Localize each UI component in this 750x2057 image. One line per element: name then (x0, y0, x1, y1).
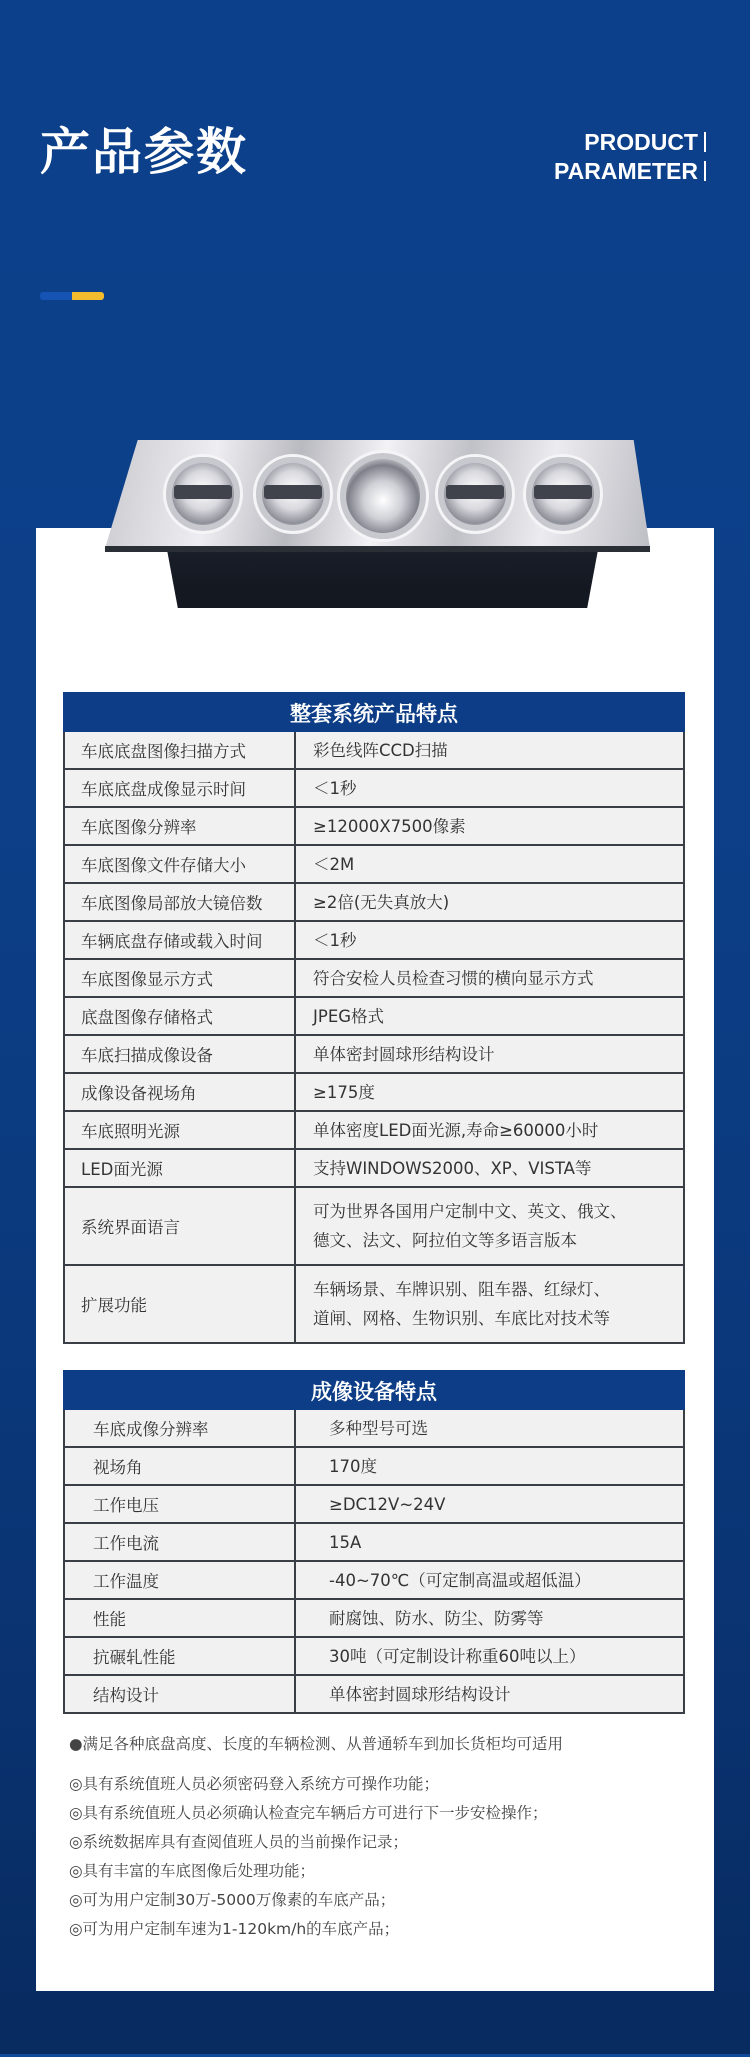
spec-value (296, 1188, 683, 1264)
spec-key: 成像设备视场角 (65, 1074, 296, 1110)
table-header: 成像设备特点 (63, 1370, 685, 1410)
device-features-table (63, 1370, 685, 1714)
spec-value: 彩色线阵CCD扫描 (313, 740, 448, 760)
table-row (63, 1266, 685, 1344)
spec-value: ≥12000X7500像素 (313, 816, 466, 836)
spec-value-line: 可为世界各国用户定制中文、英文、俄文、 (313, 1202, 627, 1221)
title-en-line1: PRODUCT (584, 129, 698, 155)
note-item: ◎具有系统值班人员必须密码登入系统方可操作功能； (69, 1775, 440, 1793)
table-row (63, 1188, 685, 1266)
table-row (63, 1448, 685, 1486)
table-row (63, 1074, 685, 1112)
page-title-english (554, 128, 706, 186)
spec-value: -40~70℃（可定制高温或超低温） (329, 1570, 591, 1590)
spec-key: 性能 (65, 1600, 296, 1636)
spec-key: 车底底盘图像扫描方式 (65, 732, 296, 768)
table-row (63, 1638, 685, 1676)
spec-value: 单体密封圆球形结构设计 (329, 1684, 511, 1704)
camera-lens-icon (523, 454, 603, 534)
note-lead: ●满足各种底盘高度、长度的车辆检测、从普通轿车到加长货柜均可适用 (69, 1735, 564, 1753)
spec-value: 耐腐蚀、防水、防尘、防雾等 (329, 1608, 544, 1628)
table-row (63, 846, 685, 884)
spec-value-line: 德文、法文、阿拉伯文等多语言版本 (313, 1231, 577, 1250)
camera-lens-icon (435, 454, 515, 534)
note-item: ◎可为用户定制车速为1-120km/h的车底产品； (69, 1920, 400, 1938)
title-en-line2: PARAMETER (554, 158, 698, 184)
spec-key: 车底图像文件存储大小 (65, 846, 296, 882)
spec-key: 工作电流 (65, 1524, 296, 1560)
table-row (63, 808, 685, 846)
spec-key: 工作温度 (65, 1562, 296, 1598)
note-item: ◎系统数据库具有查阅值班人员的当前操作记录； (69, 1833, 409, 1851)
table-row (63, 1150, 685, 1188)
product-plate-edge (105, 546, 650, 552)
spec-key: 车底图像显示方式 (65, 960, 296, 996)
spec-key: 抗碾轧性能 (65, 1638, 296, 1674)
table-row (63, 1410, 685, 1448)
spec-key: 工作电压 (65, 1486, 296, 1522)
spec-value: 单体密封圆球形结构设计 (313, 1044, 495, 1064)
spec-value: 支持WINDOWS2000、XP、VISTA等 (313, 1158, 592, 1178)
spec-key: 车辆底盘存储或载入时间 (65, 922, 296, 958)
product-image (105, 440, 650, 608)
light-dome-icon (337, 450, 429, 542)
note-item: ◎具有丰富的车底图像后处理功能； (69, 1862, 316, 1880)
spec-key: LED面光源 (65, 1150, 296, 1186)
spec-key: 车底图像局部放大镜倍数 (65, 884, 296, 920)
spec-value: 15A (329, 1532, 362, 1552)
feature-notes (69, 1732, 563, 1944)
camera-lens-icon (163, 454, 243, 534)
spec-value: 符合安检人员检查习惯的横向显示方式 (313, 968, 594, 988)
spec-key: 车底扫描成像设备 (65, 1036, 296, 1072)
spec-value-line: 道闸、网格、生物识别、车底比对技术等 (313, 1309, 610, 1328)
note-item: ◎具有系统值班人员必须确认检查完车辆后方可进行下一步安检操作； (69, 1804, 548, 1822)
table-row (63, 960, 685, 998)
table-row (63, 732, 685, 770)
spec-value: 单体密度LED面光源,寿命≥60000小时 (313, 1120, 599, 1140)
accent-bar-blue (40, 292, 72, 300)
table-row (63, 1486, 685, 1524)
spec-key: 系统界面语言 (65, 1188, 296, 1264)
table-row (63, 1676, 685, 1714)
spec-key: 车底图像分辨率 (65, 808, 296, 844)
camera-lens-icon (253, 454, 333, 534)
spec-key: 结构设计 (65, 1676, 296, 1712)
table-row (63, 1600, 685, 1638)
spec-key: 扩展功能 (65, 1266, 296, 1342)
spec-value: ≥2倍(无失真放大) (313, 892, 450, 912)
system-features-table (63, 692, 685, 1344)
spec-key: 视场角 (65, 1448, 296, 1484)
table-row (63, 884, 685, 922)
table-row (63, 922, 685, 960)
spec-value (296, 1266, 683, 1342)
spec-key: 底盘图像存储格式 (65, 998, 296, 1034)
accent-bar-yellow (72, 292, 104, 300)
table-row (63, 998, 685, 1036)
page-title: 产品参数 (40, 123, 248, 181)
spec-value: 170度 (329, 1456, 377, 1476)
spec-value: JPEG格式 (313, 1006, 385, 1026)
spec-value-line: 车辆场景、车牌识别、阻车器、红绿灯、 (313, 1280, 610, 1299)
spec-key: 车底成像分辨率 (65, 1410, 296, 1446)
table-row (63, 1036, 685, 1074)
spec-key: 车底底盘成像显示时间 (65, 770, 296, 806)
table-row (63, 1562, 685, 1600)
spec-value: ＜1秒 (313, 930, 357, 950)
divider-bar (704, 161, 706, 181)
table-row (63, 1112, 685, 1150)
spec-value: ＜1秒 (313, 778, 357, 798)
spec-value: ≥175度 (313, 1082, 375, 1102)
table-row (63, 1524, 685, 1562)
spec-value: ≥DC12V~24V (329, 1494, 446, 1514)
spec-value: 多种型号可选 (329, 1418, 428, 1438)
divider-bar (704, 132, 706, 152)
table-header: 整套系统产品特点 (63, 692, 685, 732)
table-row (63, 770, 685, 808)
spec-value: ＜2M (313, 854, 355, 874)
spec-value: 30吨（可定制设计称重60吨以上） (329, 1646, 586, 1666)
note-item: ◎可为用户定制30万-5000万像素的车底产品； (69, 1891, 396, 1909)
spec-key: 车底照明光源 (65, 1112, 296, 1148)
accent-bar (40, 292, 104, 300)
